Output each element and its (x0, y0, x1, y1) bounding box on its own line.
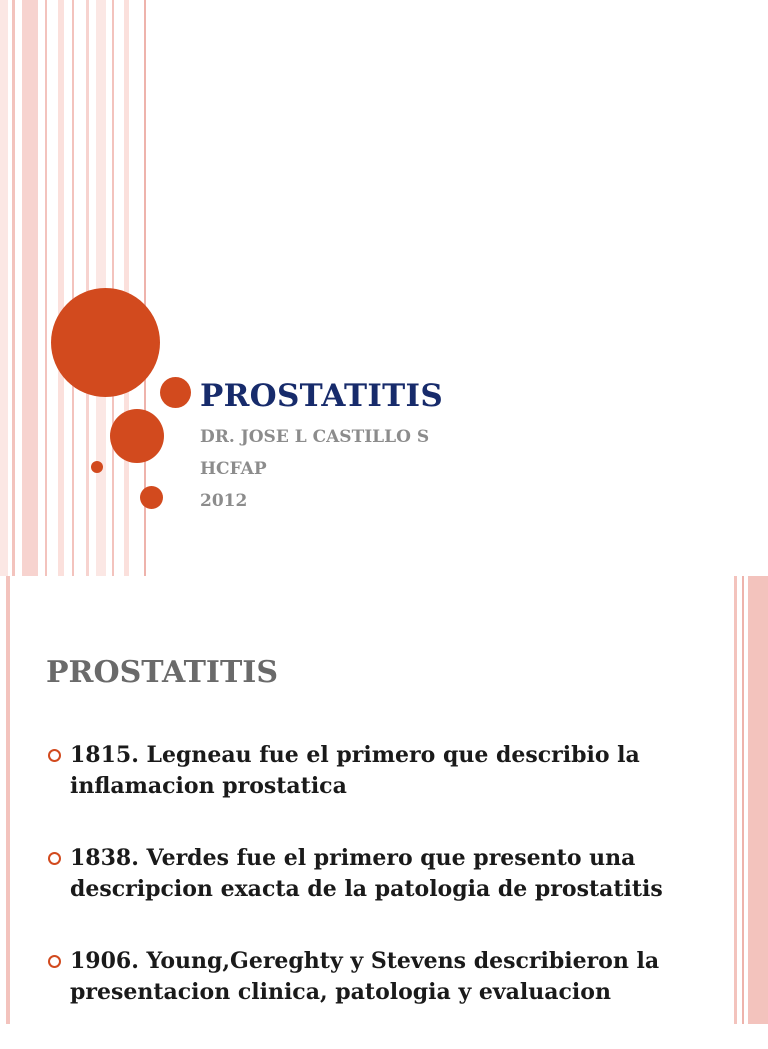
bullet-text-line: inflamacion prostatica (70, 773, 347, 799)
bullet-text-line: 1838. Verdes fue el primero que presento una (70, 845, 636, 871)
decorative-stripe (748, 576, 768, 1024)
decorative-stripe (45, 0, 47, 576)
slide-title: PROSTATITIS (200, 378, 444, 414)
bullet-ring-icon (48, 749, 61, 762)
author-line: DR. JOSE L CASTILLO S (200, 427, 430, 447)
decorative-stripe (12, 0, 15, 576)
institution-line: HCFAP (200, 459, 267, 479)
bullet-text-line: presentacion clinica, patologia y evaluacion (70, 979, 611, 1005)
decorative-circle-large (51, 288, 160, 397)
decorative-stripe (0, 0, 8, 576)
bullet-text-line: 1906. Young,Gereghty y Stevens describieron la (70, 948, 660, 974)
year-line: 2012 (200, 491, 248, 511)
list-item (46, 843, 726, 905)
decorative-stripe (72, 0, 74, 576)
bullet-text-line: descripcion exacta de la patologia de prostatitis (70, 876, 663, 902)
bullet-text-line: 1815. Legneau fue el primero que describio la (70, 742, 640, 768)
bullet-list (46, 740, 726, 1049)
decorative-stripe (124, 0, 129, 576)
decorative-stripe (86, 0, 89, 576)
decorative-circle-tiny (91, 461, 103, 473)
decorative-stripe (58, 0, 64, 576)
bullet-ring-icon (48, 955, 61, 968)
decorative-circle-medium (110, 409, 164, 463)
list-item (46, 946, 726, 1008)
decorative-circle-small (160, 377, 191, 408)
decorative-stripe (22, 0, 38, 576)
decorative-stripe (6, 576, 10, 1024)
decorative-stripe (742, 576, 744, 1024)
content-title: PROSTATITIS (46, 655, 278, 690)
decorative-circle-small (140, 486, 163, 509)
list-item (46, 740, 726, 802)
decorative-stripe (734, 576, 737, 1024)
bullet-ring-icon (48, 852, 61, 865)
